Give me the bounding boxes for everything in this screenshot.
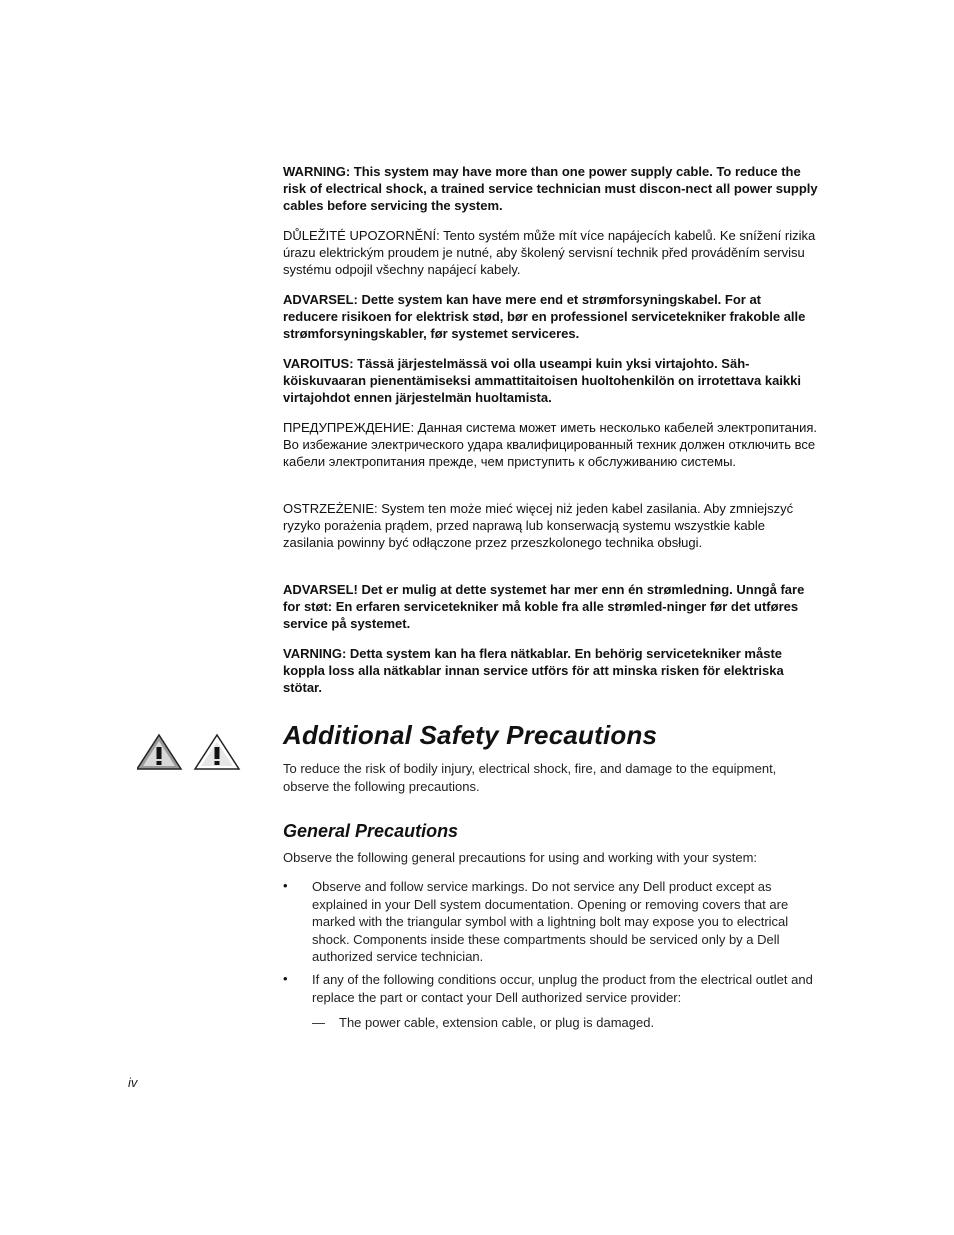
warning-english: WARNING: This system may have more than one power supply cable. To reduce the risk of electrical shock, a trained service technician must discon-nect all power supply cables before servicing the system. — [283, 164, 818, 213]
safety-icons — [137, 733, 241, 778]
bullet-icon: • — [283, 878, 288, 893]
list-item-text: Observe and follow service markings. Do not service any Dell product except as explained in your Dell system documentation. Opening or removing covers that are marked with the triangular symbol with a lightning bolt may expose you to electrical shock. Components inside these compartments should be serviced only by a Dell authorized service technician. — [312, 879, 789, 964]
page-number: iv — [128, 1075, 138, 1090]
caution-triangle-icon — [195, 735, 239, 769]
warning-swedish: VARNING: Detta system kan ha flera nätkablar. En behörig servicetekniker måste koppla loss alla nätkablar innan service utförs för att minska risken för elektriska stötar. — [283, 646, 784, 695]
warning-czech: DŮLEŽITÉ UPOZORNĚNÍ: Tento systém může mít více napájecích kabelů. Ke snížení rizika úrazu elektrickým proudem je nutné, aby školený servisní technik před prováděním servisu systému odpojil všechny napájecí kabely. — [283, 228, 816, 277]
warning-danish: ADVARSEL: Dette system kan have mere end et strømforsyningskabel. For at reducere risikoen for elektrisk stød, bør en professionel servicetekniker frakoble alle strømforsyningskabler, før systemet serviceres. — [283, 292, 806, 341]
subsection-intro: Observe the following general precautions for using and working with your system: — [283, 850, 758, 865]
section-title: Additional Safety Precautions — [283, 720, 658, 750]
list-item-text: If any of the following conditions occur, unplug the product from the electrical outlet and replace the part or contact your Dell authorized service provider: — [312, 972, 813, 1005]
bullet-icon: • — [283, 971, 288, 986]
warning-norwegian: ADVARSEL! Det er mulig at dette systemet har mer enn én strømledning. Unngå fare for støt: En erfaren servicetekniker må koble fra alle strømled-ninger før det utføres service på systemet. — [283, 582, 805, 631]
warning-russian: ПРЕДУПРЕЖДЕНИЕ: Данная система может иметь несколько кабелей электропитания. Во избежание электрического удара квалифицированный техник должен отключить все кабели электропитания прежде, чем приступить к обслуживанию системы. — [283, 420, 818, 469]
warning-triangle-icon — [137, 733, 241, 773]
warning-finnish: VAROITUS: Tässä järjestelmässä voi olla useampi kuin yksi virtajohto. Säh-köiskuvaaran pienentämiseksi ammattitaitoisen huoltohenkilön on irrotettava kaikki virtajohdot ennen järjestelmän huoltamista. — [283, 356, 801, 405]
sub-list-item: The power cable, extension cable, or plug is damaged. — [339, 1015, 655, 1030]
section-intro: To reduce the risk of bodily injury, electrical shock, fire, and damage to the equipment, observe the following precautions. — [283, 761, 777, 794]
dash-marker: — — [312, 1015, 325, 1030]
subsection-title: General Precautions — [283, 821, 459, 841]
warning-polish: OSTRZEŻENIE: System ten może mieć więcej niż jeden kabel zasilania. Aby zmniejszyć ryzyko porażenia prądem, przed naprawą lub konserwacją systemu wszystkie kable zasilania powinny być odłączone przez przeszkolonego technika obsługi. — [283, 501, 794, 550]
